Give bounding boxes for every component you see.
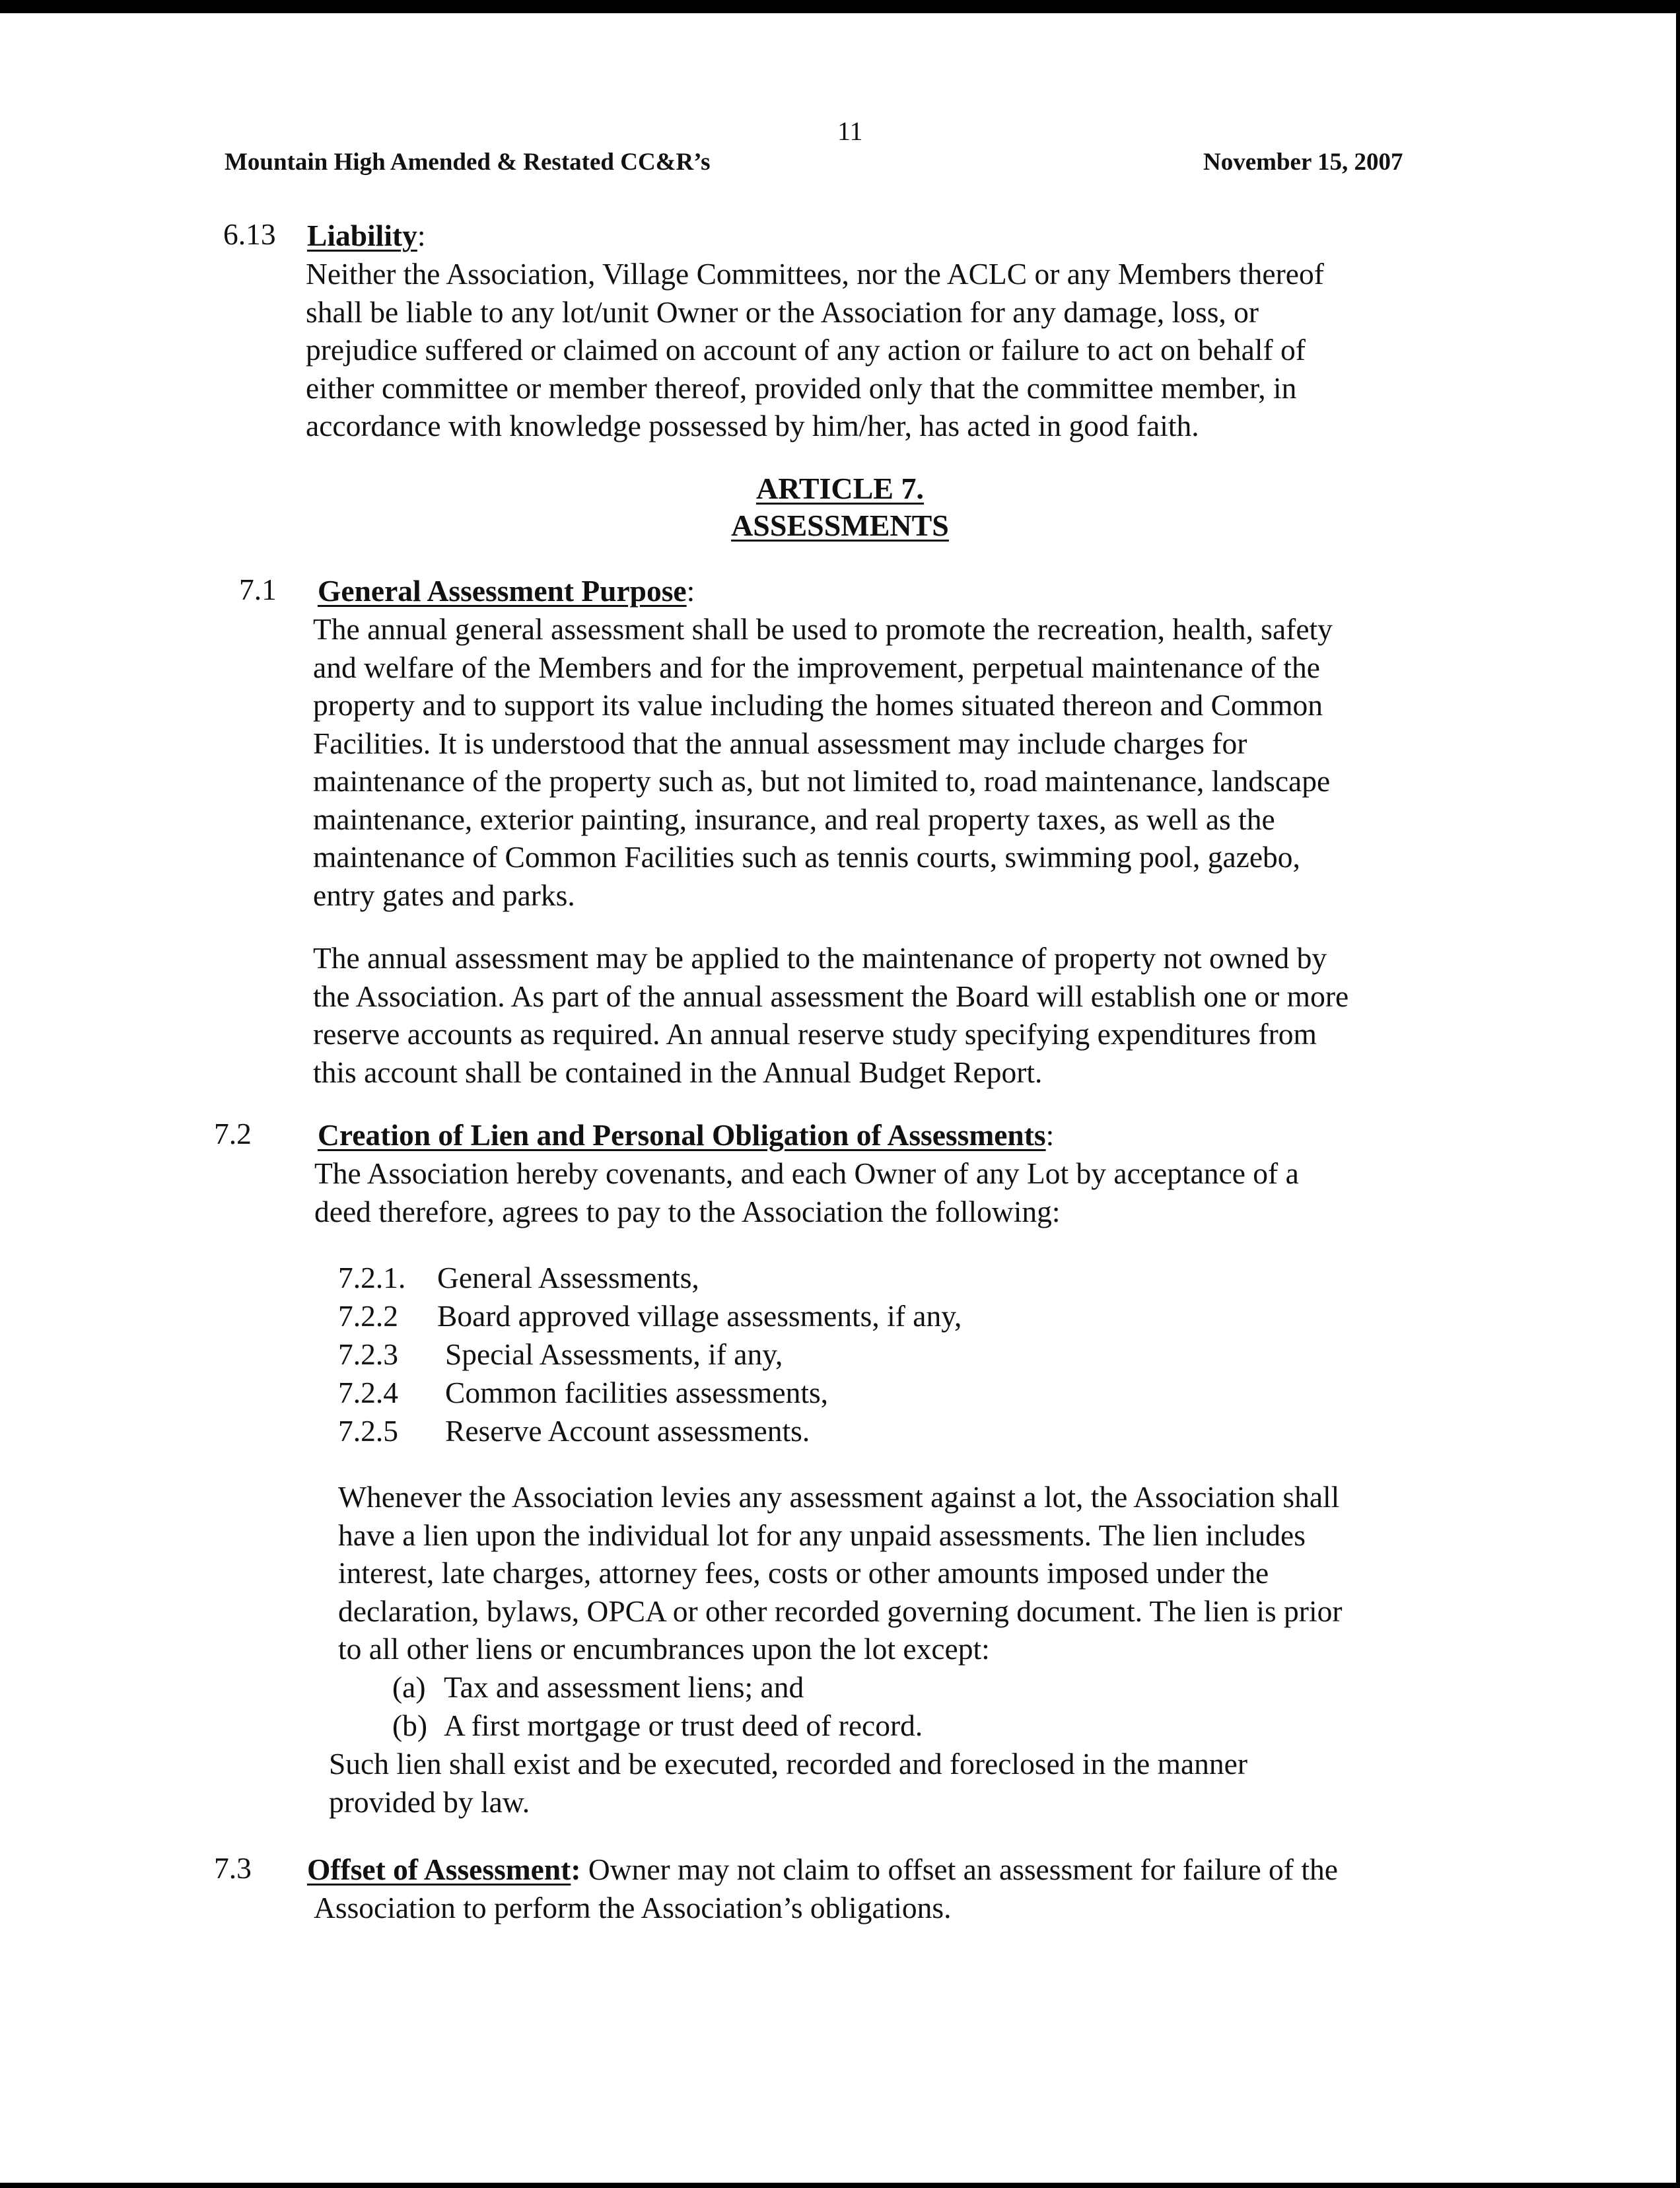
- exception-text: A first mortgage or trust deed of record.: [444, 1709, 923, 1742]
- section-title-colon: :: [1045, 1118, 1055, 1152]
- section-title: Liability: [307, 219, 417, 252]
- document-title: Mountain High Amended & Restated CC&R’s: [225, 149, 711, 176]
- list-item-number: 7.2.1.: [338, 1261, 406, 1294]
- exception-label: (a): [392, 1670, 426, 1704]
- list-item-text: Special Assessments, if any,: [445, 1337, 783, 1371]
- list-item-text: Reserve Account assessments.: [445, 1414, 810, 1448]
- text-line: deed therefore, agrees to pay to the Association the following:: [314, 1194, 1061, 1228]
- paragraph: [306, 255, 1324, 445]
- section-paragraph: [307, 1851, 1338, 1926]
- text-line: property and to support its value including the homes situated thereon and Common: [313, 688, 1323, 722]
- list-item-number: 7.2.3: [338, 1337, 398, 1371]
- list-item-text: General Assessments,: [437, 1261, 699, 1294]
- section-number: 7.3: [214, 1851, 252, 1885]
- section-title-colon: :: [417, 219, 426, 252]
- text-line: The annual general assessment shall be used to promote the recreation, health, safety: [313, 612, 1333, 646]
- list-item-text: Common facilities assessments,: [445, 1376, 829, 1409]
- paragraph: [338, 1478, 1343, 1668]
- document-date: November 15, 2007: [1203, 149, 1403, 176]
- section-title: Creation of Lien and Personal Obligation of Assessments: [318, 1118, 1046, 1152]
- exception-label: (b): [392, 1709, 428, 1742]
- text-line: provided by law.: [329, 1784, 530, 1819]
- paragraph: [313, 610, 1333, 914]
- text-line: Facilities. It is understood that the annual assessment may include charges for: [313, 726, 1247, 760]
- section-heading: [318, 572, 695, 610]
- text-line: have a lien upon the individual lot for any unpaid assessments. The lien includes: [338, 1518, 1306, 1552]
- text-line: entry gates and parks.: [313, 878, 575, 912]
- text-line: the Association. As part of the annual assessment the Board will establish one or more: [313, 979, 1349, 1013]
- text-line: interest, late charges, attorney fees, costs or other amounts imposed under the: [338, 1556, 1269, 1590]
- article-title: ASSESSMENTS: [731, 509, 949, 542]
- text-line: maintenance of the property such as, but not limited to, road maintenance, landscape: [313, 764, 1331, 798]
- list-item-number: 7.2.2: [338, 1299, 398, 1333]
- text-line: to all other liens or encumbrances upon the lot except:: [338, 1632, 990, 1666]
- text-line: maintenance, exterior painting, insurance, and real property taxes, as well as the: [313, 802, 1275, 836]
- text-line: either committee or member thereof, provided only that the committee member, in: [306, 371, 1297, 405]
- exception-text: Tax and assessment liens; and: [444, 1670, 804, 1704]
- text-line: shall be liable to any lot/unit Owner or the Association for any damage, loss, or: [306, 295, 1259, 329]
- section-number: 7.2: [214, 1117, 252, 1150]
- paragraph: [329, 1745, 1247, 1821]
- article-heading: [0, 470, 1680, 544]
- text-line: prejudice suffered or claimed on account of any action or failure to act on behalf of: [306, 333, 1306, 367]
- text-fragment: Owner may not claim to offset an assessment for failure of the: [580, 1853, 1338, 1886]
- paragraph: [314, 1154, 1299, 1230]
- section-heading: [318, 1116, 1054, 1154]
- list-item-number: 7.2.4: [338, 1376, 398, 1409]
- section-number: 7.1: [239, 573, 277, 606]
- text-line: Neither the Association, Village Committees, nor the ACLC or any Members thereof: [306, 257, 1324, 291]
- text-line: Whenever the Association levies any assessment against a lot, the Association shall: [338, 1480, 1340, 1514]
- list-item-number: 7.2.5: [338, 1414, 398, 1448]
- section-title: Offset of Assessment: [307, 1853, 571, 1886]
- section-number: 6.13: [223, 217, 276, 251]
- text-line: reserve accounts as required. An annual reserve study specifying expenditures from: [313, 1017, 1317, 1051]
- list-item-text: Board approved village assessments, if any,: [437, 1299, 962, 1333]
- text-line: The Association hereby covenants, and each Owner of any Lot by acceptance of a: [314, 1156, 1299, 1190]
- text-line: Association to perform the Association’s obligations.: [314, 1890, 952, 1924]
- text-line: this account shall be contained in the Annual Budget Report.: [313, 1055, 1043, 1089]
- text-line: The annual assessment may be applied to the maintenance of property not owned by: [313, 941, 1327, 975]
- text-line: declaration, bylaws, OPCA or other recorded governing document. The lien is prior: [338, 1594, 1343, 1628]
- section-title-colon: :: [571, 1853, 581, 1886]
- section-heading: [307, 217, 426, 255]
- text-line: Such lien shall exist and be executed, recorded and foreclosed in the manner: [329, 1747, 1248, 1781]
- text-line: accordance with knowledge possessed by him/her, has acted in good faith.: [306, 409, 1199, 442]
- text-line: and welfare of the Members and for the improvement, perpetual maintenance of the: [313, 650, 1320, 684]
- section-title-colon: :: [686, 574, 695, 608]
- text-line: [307, 1851, 1338, 1889]
- text-line: maintenance of Common Facilities such as tennis courts, swimming pool, gazebo,: [313, 840, 1300, 874]
- article-number: ARTICLE 7.: [756, 472, 924, 505]
- page-number: 11: [837, 116, 863, 146]
- section-title: General Assessment Purpose: [318, 574, 687, 608]
- paragraph: [313, 939, 1348, 1091]
